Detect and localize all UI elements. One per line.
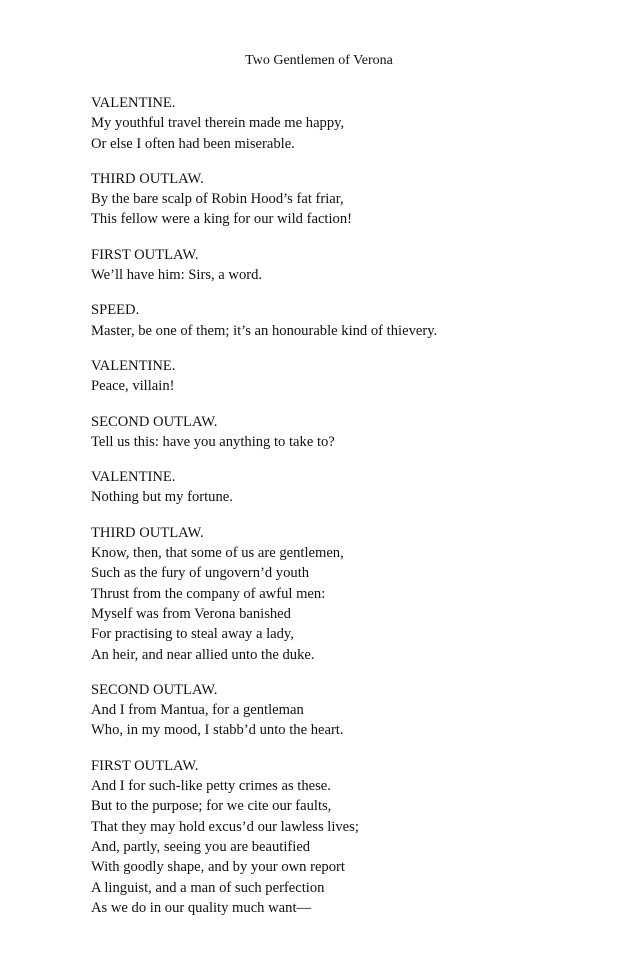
speech-block: [91, 680, 611, 741]
speech-block: [91, 300, 611, 341]
verse-line: Myself was from Verona banished: [91, 605, 291, 622]
verse-line: This fellow were a king for our wild faction!: [91, 211, 352, 228]
speech-block: [91, 245, 611, 286]
speech-block: [91, 523, 611, 665]
speech-block: [91, 169, 611, 230]
verse-line: Nothing but my fortune.: [91, 489, 233, 506]
verse-line: And I from Mantua, for a gentleman: [91, 702, 304, 719]
verse-line: With goodly shape, and by your own report: [91, 859, 345, 876]
verse-line: An heir, and near allied unto the duke.: [91, 646, 315, 663]
speaker-name: THIRD OUTLAW.: [91, 170, 204, 187]
page-title: Two Gentlemen of Verona: [245, 53, 393, 68]
verse-line: By the bare scalp of Robin Hood’s fat friar,: [91, 191, 344, 208]
verse-line: And I for such-like petty crimes as these.: [91, 778, 331, 795]
play-text-body: [91, 93, 611, 933]
verse-line: Peace, villain!: [91, 378, 175, 395]
verse-line: Or else I often had been miserable.: [91, 135, 295, 152]
verse-line: Such as the fury of ungovern’d youth: [91, 565, 310, 582]
speaker-name: SPEED.: [91, 302, 140, 319]
speaker-name: FIRST OUTLAW.: [91, 757, 199, 774]
speaker-name: VALENTINE.: [91, 95, 176, 111]
verse-line: Tell us this: have you anything to take to?: [91, 433, 335, 450]
speaker-name: VALENTINE.: [91, 469, 176, 486]
verse-line: But to the purpose; for we cite our faults,: [91, 798, 332, 815]
verse-line: Thrust from the company of awful men:: [91, 585, 326, 602]
speaker-name: THIRD OUTLAW.: [91, 524, 204, 541]
speaker-name: FIRST OUTLAW.: [91, 246, 199, 263]
verse-line: Know, then, that some of us are gentlemen,: [91, 545, 344, 562]
verse-line: My youthful travel therein made me happy,: [91, 115, 345, 132]
speaker-name: SECOND OUTLAW.: [91, 413, 218, 430]
verse-line: A linguist, and a man of such perfection: [91, 879, 325, 896]
verse-line: We’ll have him: Sirs, a word.: [91, 267, 263, 284]
speech-block: [91, 467, 611, 508]
speech-block: [91, 356, 611, 397]
speaker-name: SECOND OUTLAW.: [91, 681, 218, 698]
verse-line: And, partly, seeing you are beautified: [91, 838, 311, 855]
verse-line: For practising to steal away a lady,: [91, 626, 294, 643]
speech-block: [91, 412, 611, 453]
speech-block: [91, 93, 611, 154]
verse-line: That they may hold excus’d our lawless lives;: [91, 818, 359, 835]
verse-line: Master, be one of them; it’s an honourable kind of thievery.: [91, 322, 438, 339]
speech-block: [91, 756, 611, 918]
verse-line: As we do in our quality much want—: [91, 899, 312, 916]
verse-line: Who, in my mood, I stabb’d unto the heart.: [91, 722, 344, 739]
speaker-name: VALENTINE.: [91, 357, 176, 374]
